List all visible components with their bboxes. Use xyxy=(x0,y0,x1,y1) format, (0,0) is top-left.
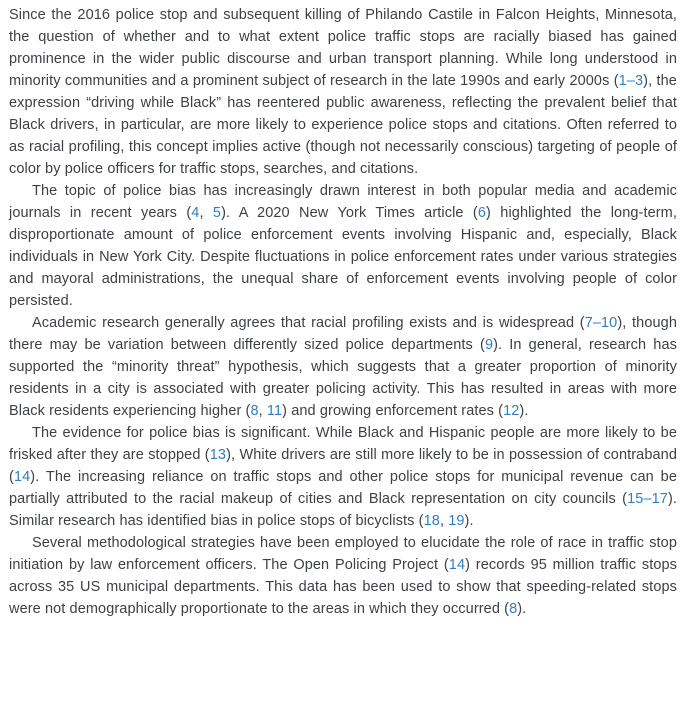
citation-link[interactable]: 7–10 xyxy=(584,315,618,331)
body-text: Several methodological strategies have been employed to elucidate the role of race in traffic stop initiation by law enforcement officers. The Open Policing Project ( xyxy=(9,535,677,573)
citation-link[interactable]: 18 xyxy=(423,513,440,529)
citation-link[interactable]: 8 xyxy=(509,601,518,617)
citation-link[interactable]: 9 xyxy=(484,337,494,353)
body-text: The topic of police bias has increasingly drawn interest in both popular media and academic journals in recent years ( xyxy=(9,183,677,221)
citation-link[interactable]: 11 xyxy=(266,403,283,419)
citation-link[interactable]: 1–3 xyxy=(618,73,644,89)
body-text: The evidence for police bias is significant. While Black and Hispanic people are more likely to be frisked after they are stopped ( xyxy=(9,425,677,463)
citation-link[interactable]: 12 xyxy=(503,403,520,419)
body-text: Academic research generally agrees that racial profiling exists and is widespread ( xyxy=(32,315,585,331)
paragraph-5 xyxy=(9,532,677,620)
citation-link[interactable]: 6 xyxy=(477,205,487,221)
body-text: ) and growing enforcement rates ( xyxy=(282,403,504,419)
citation-link[interactable]: 8 xyxy=(250,403,259,419)
body-text: , xyxy=(199,205,213,221)
body-text: ). xyxy=(519,403,529,419)
body-text: ) highlighted the long-term, disproportionate amount of police enforcement events involving Hispanic and, especially, Black individuals in New York City. Despite fluctuations in police enforcement rates under various strategies and mayoral administrations, the unequal share of enforcement events involving people of color persisted. xyxy=(9,205,677,309)
citation-link[interactable]: 14 xyxy=(448,557,466,573)
body-text: Since the 2016 police stop and subsequent killing of Philando Castile in Falcon Heights, Minnesota, the question of whether and to what extent police traffic stops are racially biased has gained prominence in the wider public discourse and urban transport planning. While long understood in minority communities and a prominent subject of research in the late 1990s and early 2000s ( xyxy=(9,7,677,89)
body-text: ), though there may be variation between differently sized police departments ( xyxy=(9,315,677,353)
citation-link[interactable]: 4 xyxy=(191,205,200,221)
body-text: ). xyxy=(517,601,527,617)
citation-link[interactable]: 13 xyxy=(209,447,227,463)
body-text: ). A 2020 New York Times article ( xyxy=(221,205,478,221)
body-text: ) records 95 million traffic stops across 35 US municipal departments. This data has been used to show that speeding-related stops were not demographically proportionate to the areas in which they occurred ( xyxy=(9,557,677,617)
body-text: ). In general, research has supported the “minority threat” hypothesis, which suggests that a greater proportion of minority residents in a city is associated with greater policing activity. This has resulted in areas with more Black residents experiencing higher ( xyxy=(9,337,677,419)
citation-link[interactable]: 5 xyxy=(212,205,222,221)
body-text: ), White drivers are still more likely to be in possession of contraband ( xyxy=(9,447,677,485)
citation-link[interactable]: 19 xyxy=(448,513,465,529)
body-text: ), the expression “driving while Black” has reentered public awareness, reflecting the prevalent belief that Black drivers, in particular, are more likely to experience police stops and citations. Often referred to as racial profiling, this concept implies active (though not necessarily conscious) targeting of people of color by police officers for traffic stops, searches, and citations. xyxy=(9,73,677,177)
body-text: ). xyxy=(464,513,474,529)
body-text: ). Similar research has identified bias in police stops of bicyclists ( xyxy=(9,491,677,529)
body-text: , xyxy=(439,513,449,529)
paragraph-3 xyxy=(9,312,677,422)
citation-link[interactable]: 14 xyxy=(13,469,31,485)
body-text: , xyxy=(258,403,267,419)
paragraph-4 xyxy=(9,422,677,532)
paragraph-2 xyxy=(9,180,677,312)
citation-link[interactable]: 15–17 xyxy=(627,491,668,507)
body-text: ). The increasing reliance on traffic stops and other police stops for municipal revenue can be partially attributed to the racial makeup of cities and Black representation on city councils ( xyxy=(9,469,677,507)
paragraph-1 xyxy=(9,4,677,180)
